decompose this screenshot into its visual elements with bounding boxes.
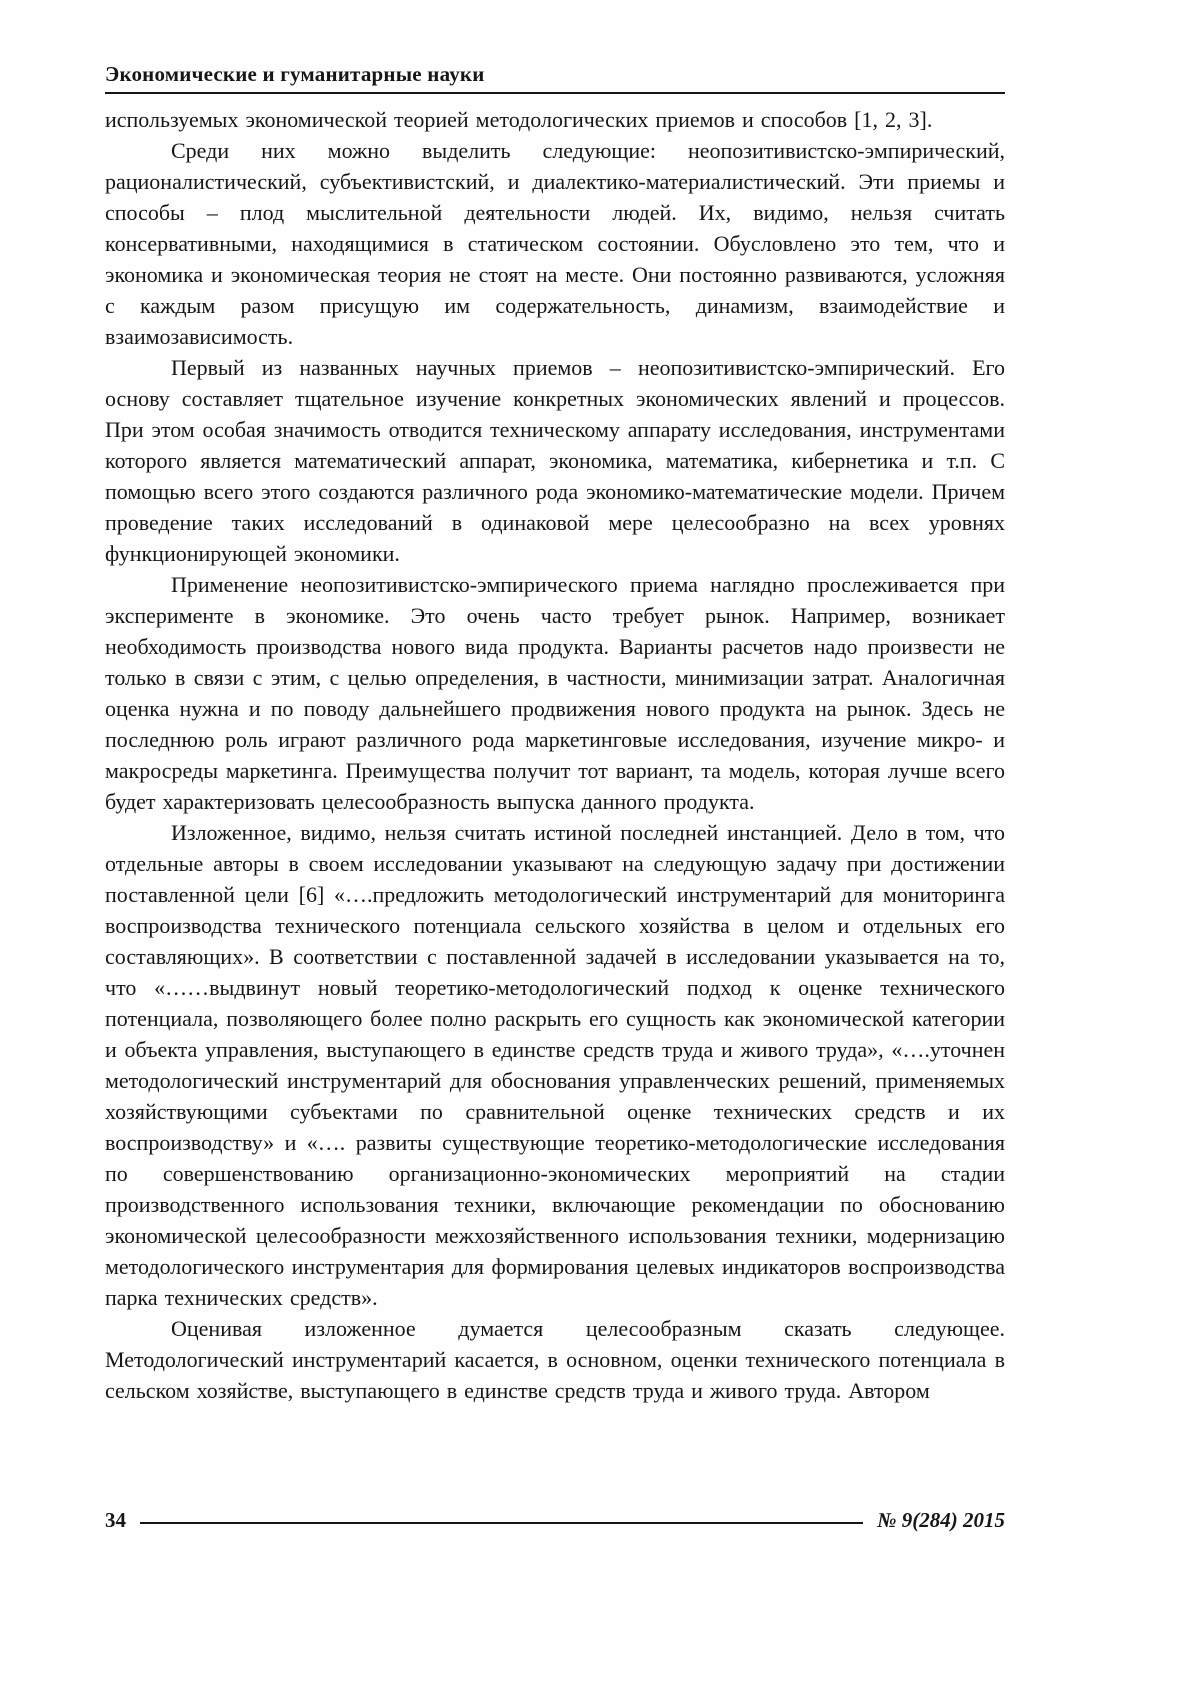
paragraph: Первый из названных научных приемов – неопозитивистско-эмпирический. Его основу составляет тщательное изучение конкретных экономических явлений и процессов. При этом особая значимость отводится техническому аппарату исследования, инструментами которого является математический аппарат, экономика, математика, кибернетика и т.п. С помощью всего этого создаются различного рода экономико-математические модели. Причем проведение таких исследований в одинаковой мере целесообразно на всех уровнях функционирующей экономики.	[105, 355, 1005, 566]
journal-title: Экономические и гуманитарные науки	[105, 62, 485, 86]
paragraph: Среди них можно выделить следующие: неопозитивистско-эмпирический, рационалистический, субъективистский, и диалектико-материалистический. Эти приемы и способы – плод мыслительной деятельности людей. Их, видимо, нельзя считать консервативными, находящимися в статическом состоянии. Обусловлено это тем, что и экономика и экономическая теория не стоят на месте. Они постоянно развиваются, усложняя с каждым разом присущую им содержательность, динамизм, взаимодействие и взаимозависимость.	[105, 138, 1005, 349]
journal-header	[105, 62, 1005, 94]
paragraph: Применение неопозитивистско-эмпирического приема наглядно прослеживается при эксперименте в экономике. Это очень часто требует рынок. Например, возникает необходимость производства нового вида продукта. Варианты расчетов надо произвести не только в связи с этим, с целью определения, в частности, минимизации затрат. Аналогичная оценка нужна и по поводу дальнейшего продвижения нового продукта на рынок. Здесь не последнюю роль играют различного рода маркетинговые исследования, изучение микро- и макросреды маркетинга. Преимущества получит тот вариант, та модель, которая лучше всего будет характеризовать целесообразность выпуска данного продукта.	[105, 572, 1005, 814]
footer-rule	[140, 1522, 863, 1524]
paragraph: Изложенное, видимо, нельзя считать истиной последней инстанцией. Дело в том, что отдельные авторы в своем исследовании указывают на следующую задачу при достижении поставленной цели [6] «….предложить методологический инструментарий для мониторинга воспроизводства технического потенциала сельского хозяйства в целом и отдельных его составляющих». В соответствии с поставленной задачей в исследовании указывается на то, что «……выдвинут новый теоретико-методологический подход к оценке технического потенциала, позволяющего более полно раскрыть его сущность как экономической категории и объекта управления, выступающего в единстве средств труда и живого труда», «….уточнен методологический инструментарий для обоснования управленческих решений, применяемых хозяйствующими субъектами по сравнительной оценке технических средств и их воспроизводству» и «…. развиты существующие теоретико-методологические исследования по совершенствованию организационно-экономических мероприятий на стадии производственного использования техники, включающие рекомендации по обоснованию экономической целесообразности межхозяйственного использования техники, модернизацию методологического инструментария для формирования целевых индикаторов воспроизводства парка технических средств».	[105, 820, 1005, 1310]
footer	[105, 1508, 1005, 1533]
issue-label: № 9(284) 2015	[877, 1508, 1005, 1532]
page-number: 34	[105, 1508, 126, 1532]
paragraph: используемых экономической теорией методологических приемов и способов [1, 2, 3].	[105, 107, 933, 132]
paragraph: Оценивая изложенное думается целесообразным сказать следующее. Методологический инструментарий касается, в основном, оценки технического потенциала в сельском хозяйстве, выступающего в единстве средств труда и живого труда. Автором	[105, 1316, 1005, 1403]
article-body	[105, 104, 1005, 1406]
